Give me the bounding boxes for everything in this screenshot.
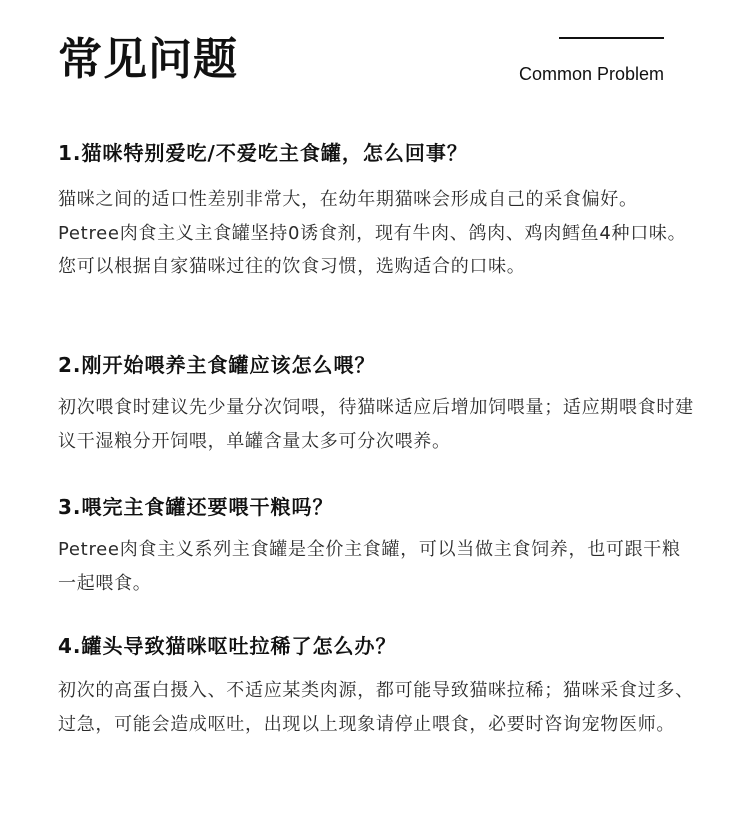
faq-item-1 (58, 138, 698, 284)
faq-answer: Petree肉食主义系列主食罐是全价主食罐，可以当做主食饲养，也可跟干粮一起喂食。 (58, 539, 681, 594)
faq-item-4 (58, 631, 698, 741)
faq-item-3 (58, 492, 698, 600)
faq-question: 3.喂完主食罐还要喂干粮吗？ (58, 495, 334, 519)
faq-item-2 (58, 350, 698, 458)
faq-answer: 猫咪之间的适口性差别非常大，在幼年期猫咪会形成自己的采食偏好。Petree肉食主义主食罐坚持0诱食剂，现有牛肉、鸽肉、鸡肉鳕鱼4种口味。您可以根据自家猫咪过往的饮食习惯，选购适合的口味。 (58, 189, 687, 277)
page-title: 常见问题 (58, 34, 238, 85)
faq-question: 2.刚开始喂养主食罐应该怎么喂？ (58, 353, 376, 377)
faq-answer: 初次喂食时建议先少量分次饲喂，待猫咪适应后增加饲喂量；适应期喂食时建议干湿粮分开饲喂，单罐含量太多可分次喂养。 (58, 397, 694, 452)
faq-question: 1.猫咪特别爱吃/不爱吃主食罐，怎么回事？ (58, 141, 468, 165)
page-subtitle: Common Problem (518, 64, 664, 84)
title-divider (559, 37, 664, 39)
faq-question: 4.罐头导致猫咪呕吐拉稀了怎么办？ (58, 634, 397, 658)
faq-answer: 初次的高蛋白摄入、不适应某类肉源，都可能导致猫咪拉稀；猫咪采食过多、过急，可能会造成呕吐，出现以上现象请停止喂食，必要时咨询宠物医师。 (58, 680, 694, 735)
